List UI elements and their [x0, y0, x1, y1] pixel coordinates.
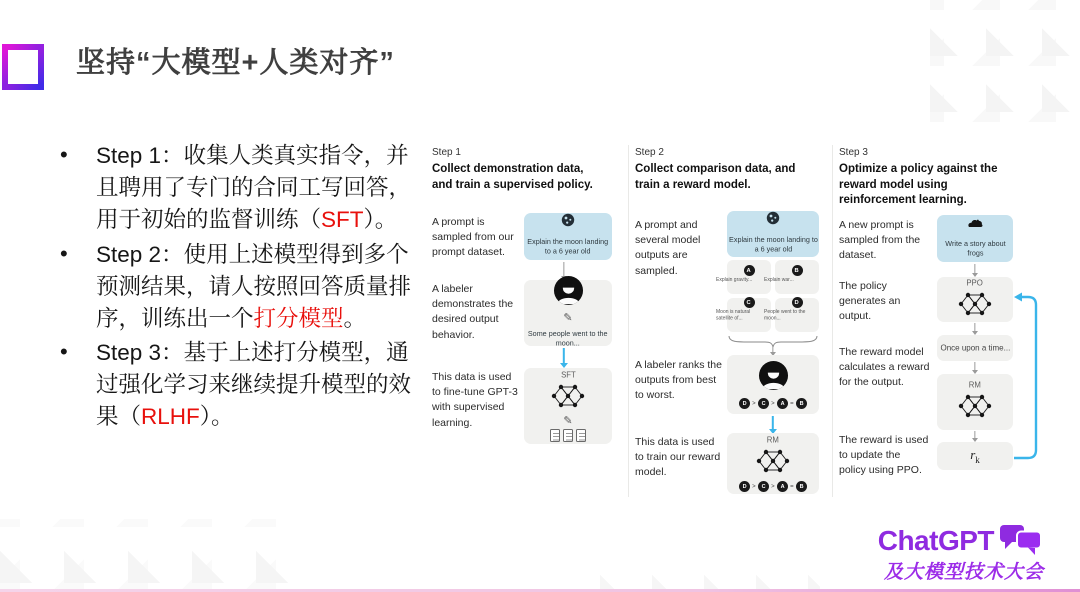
rank-circle: A	[777, 481, 788, 492]
rank-separator: >	[771, 400, 775, 407]
step3-output-text: Once upon a time...	[940, 343, 1010, 353]
step3-caption-policy: The policy generates an output.	[839, 280, 901, 323]
bullet-step1-lead: Step 1：	[96, 143, 184, 168]
moon-icon	[766, 211, 780, 230]
step3-prompt-box	[937, 215, 1013, 262]
speech-bubbles-icon	[998, 524, 1044, 557]
logo-subtitle: 及大模型技术大会	[883, 562, 1044, 583]
rank-separator: >	[752, 483, 756, 490]
bullet-step3-text: 基于上述打分模型，通过强化学习来继续提升模型的效果（	[96, 340, 412, 430]
down-arrow	[969, 431, 981, 442]
step1-caption-train: This data is used to fine-tune GPT-3 with supervised learning.	[432, 371, 518, 429]
bullet-step2	[52, 239, 428, 336]
bullet-step3	[52, 337, 428, 434]
step1-sft-box	[524, 368, 612, 444]
step3-ppo-box	[937, 277, 1013, 322]
bullet-step3-lead: Step 3：	[96, 340, 184, 366]
step1-labeler-text: Some people went to the moon...	[528, 329, 608, 348]
neural-network-icon	[551, 383, 585, 414]
bullet-step3-tail: ）。	[199, 404, 234, 430]
down-arrow	[969, 362, 981, 374]
neural-network-icon	[958, 291, 992, 322]
option-a-tag: A	[744, 265, 755, 276]
option-c-tag: C	[744, 297, 755, 308]
step1-caption-labeler: A labeler demonstrates the desired output behavior.	[432, 283, 514, 341]
rank-circle: B	[796, 481, 807, 492]
rank-circle: A	[777, 398, 788, 409]
bullet-step2-highlight: 打分模型	[253, 305, 344, 331]
step2-caption-train: This data is used to train our reward model.	[635, 436, 721, 479]
bullet-step2-text: 使用上述模型得到多个预测结果，请人按照回答质量排序，训练出一个	[96, 241, 412, 331]
moon-icon	[561, 213, 575, 232]
bullet-step2-tail: 。	[343, 305, 367, 331]
option-d-tag: D	[792, 297, 803, 308]
pencil-icon: ✎	[563, 311, 573, 324]
ranking-row	[739, 398, 807, 409]
step1-column	[430, 143, 628, 523]
bullet-step1-tail: ）。	[363, 207, 398, 233]
step3-caption-prompt: A new prompt is sampled from the dataset.	[839, 219, 921, 262]
step2-heading: Collect comparison data, and train a reward model.	[635, 163, 796, 191]
rank-separator: >	[752, 400, 756, 407]
ranking-row	[739, 481, 807, 492]
conference-logo	[878, 524, 1044, 557]
bullet-step3-highlight: RLHF	[141, 404, 200, 430]
pencil-icon: ✎	[563, 415, 573, 427]
step2-prompt-box	[727, 211, 819, 257]
title-accent-square	[2, 44, 44, 90]
step1-label: Step 1	[432, 147, 461, 158]
feedback-arrow	[1013, 288, 1043, 468]
step2-labeler-box	[727, 355, 819, 414]
column-divider	[832, 145, 833, 497]
option-b	[764, 260, 819, 294]
bullet-step1-highlight: SFT	[321, 207, 364, 233]
step3-policy-label: PPO	[966, 278, 984, 288]
neural-network-icon	[756, 448, 790, 479]
step2-caption-rank: A labeler ranks the outputs from best to worst.	[635, 359, 722, 402]
step2-column	[633, 143, 832, 523]
rank-circle: C	[758, 481, 769, 492]
reward-value: $r_k$	[970, 447, 980, 466]
labeler-icon	[553, 275, 584, 311]
column-divider	[628, 145, 629, 497]
rank-separator: >	[771, 483, 775, 490]
step1-prompt-text: Explain the moon landing to a 6 year old	[527, 238, 609, 256]
step2-caption-prompt: A prompt and several model outputs are sampled.	[635, 219, 701, 277]
step3-prompt-text: Write a story about frogs	[944, 239, 1006, 258]
step2-options-grid	[716, 260, 819, 332]
step1-caption-prompt: A prompt is sampled from our prompt dataset.	[432, 216, 514, 259]
step3-reward-box	[937, 442, 1013, 470]
step3-output-box	[937, 335, 1013, 361]
option-a-text: Explain gravity...	[716, 276, 753, 283]
logo-text: ChatGPT	[877, 524, 994, 556]
option-b-tag: B	[792, 265, 803, 276]
documents-icon	[550, 429, 586, 442]
step3-label: Step 3	[839, 147, 868, 158]
bullet-step2-lead: Step 2：	[96, 241, 184, 267]
step3-caption-reward: The reward model calculates a reward for the output.	[839, 346, 930, 389]
step2-model-label: RM	[766, 436, 780, 445]
rank-separator: =	[790, 400, 794, 407]
cube-pattern-top-right	[930, 0, 1080, 130]
down-arrow	[969, 323, 981, 335]
neural-network-icon	[958, 393, 992, 424]
option-d-text: People went to the moon...	[764, 308, 806, 321]
down-arrow-blue	[767, 416, 779, 434]
step2-label: Step 2	[635, 147, 664, 158]
step2-prompt-text: Explain the moon landing to a 6 year old	[728, 235, 818, 254]
option-d	[764, 298, 819, 332]
step3-caption-update: The reward is used to update the policy using PPO.	[839, 434, 929, 477]
page-title: 坚持“大模型+人类对齐”	[76, 47, 395, 79]
step1-heading: Collect demonstration data, and train a supervised policy.	[432, 163, 593, 191]
rank-separator: =	[790, 483, 794, 490]
frog-icon	[967, 216, 984, 234]
step1-prompt-box	[524, 213, 612, 260]
rlhf-diagram	[425, 143, 1045, 523]
step3-rm-label: RM	[968, 381, 982, 390]
bullet-list	[52, 140, 428, 436]
step2-rm-box	[727, 433, 819, 494]
rank-circle: D	[739, 481, 750, 492]
step3-rm-box	[937, 374, 1013, 430]
option-c-text: Moon is natural satellite of...	[716, 308, 751, 321]
rank-circle: C	[758, 398, 769, 409]
cube-pattern-bottom-right	[600, 549, 820, 589]
step1-model-label: SFT	[560, 371, 576, 380]
bullet-step1	[52, 140, 428, 237]
step3-heading: Optimize a policy against the reward model using reinforcement learning.	[839, 163, 998, 207]
bullet-step1-text: 收集人类真实指令，并且聘用了专门的合同工写回答，用于初始的监督训练（	[96, 143, 412, 233]
rank-circle: D	[739, 398, 750, 409]
cube-pattern-bottom-left	[0, 519, 300, 589]
step1-labeler-box	[524, 280, 612, 346]
labeler-icon	[758, 360, 789, 396]
option-b-text: Explain war...	[764, 276, 794, 283]
down-arrow-blue	[558, 348, 570, 368]
down-arrow	[969, 264, 981, 277]
rank-circle: B	[796, 398, 807, 409]
